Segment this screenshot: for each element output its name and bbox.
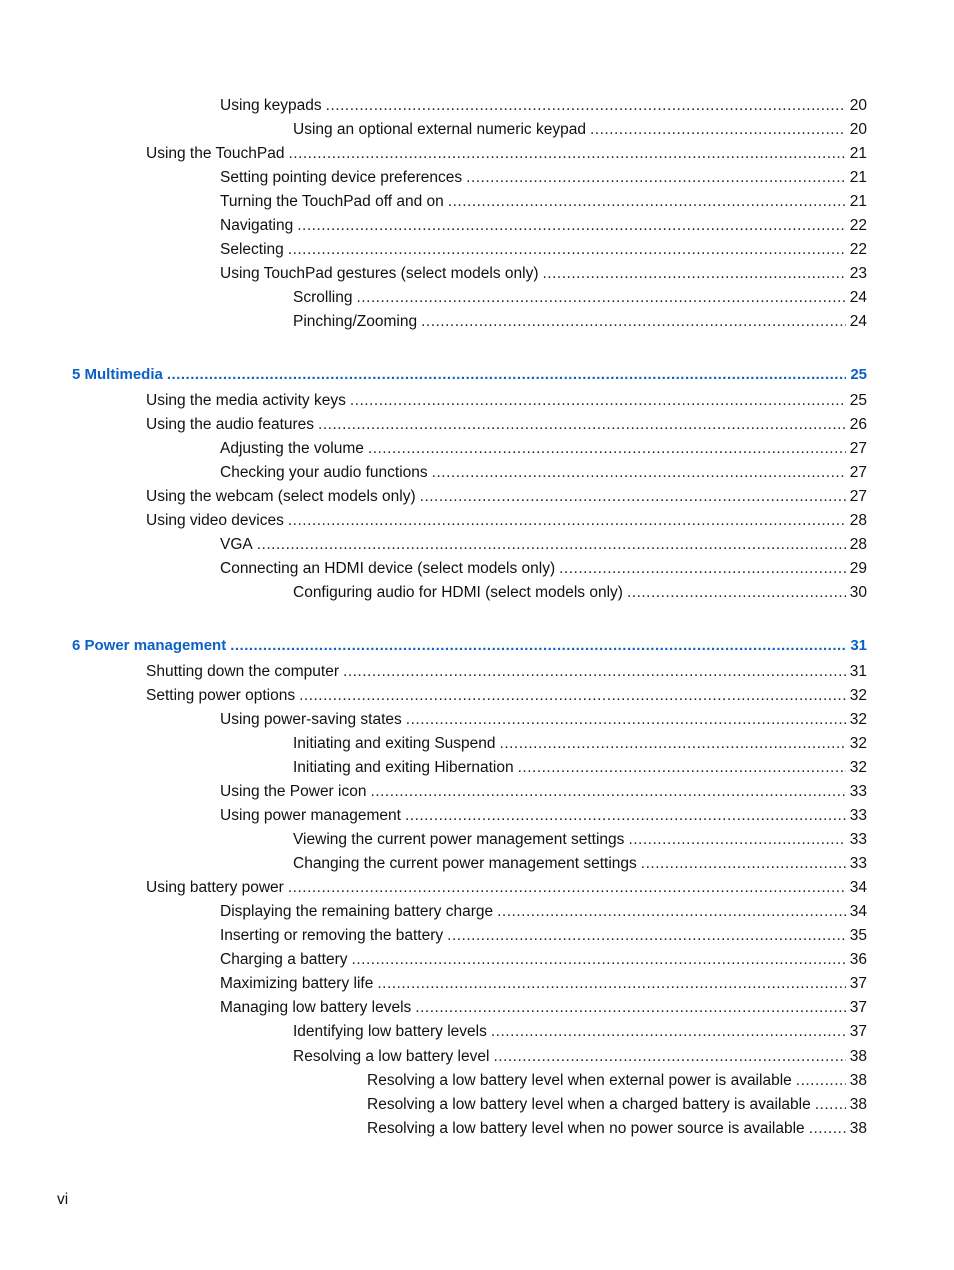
toc-entry-title: Initiating and exiting Hibernation (293, 759, 514, 776)
dot-leader (288, 510, 846, 532)
dot-leader (421, 311, 846, 333)
dot-leader (257, 534, 846, 556)
toc-entry-page: 30 (849, 584, 867, 601)
toc-entry-page: 29 (849, 560, 867, 577)
dot-leader (326, 95, 846, 117)
toc-entry-page: 38 (849, 1096, 867, 1113)
toc-entry-page: 34 (849, 903, 867, 920)
toc-entry-title: Adjusting the volume (220, 440, 364, 457)
toc-entry-page: 22 (849, 241, 867, 258)
toc-entry-title: Displaying the remaining battery charge (220, 903, 494, 920)
toc-entry-page: 32 (849, 735, 867, 752)
toc-entry-title: Charging a battery (220, 951, 348, 968)
toc-entry-page: 28 (849, 512, 867, 529)
toc-entry[interactable] (220, 901, 867, 923)
toc-entry-page: 34 (849, 879, 867, 896)
toc-entry-title: Checking your audio functions (220, 464, 428, 481)
dot-leader (559, 558, 846, 580)
toc-entry[interactable] (220, 462, 867, 484)
toc-entry[interactable] (220, 925, 867, 947)
toc-entry[interactable] (293, 757, 867, 779)
toc-entry[interactable] (293, 829, 867, 851)
dot-leader (448, 191, 846, 213)
toc-entry-title: Resolving a low battery level (293, 1048, 490, 1065)
dot-leader (288, 877, 846, 899)
page-number: vi (57, 1191, 69, 1208)
dot-leader (518, 757, 846, 779)
dot-leader (466, 167, 846, 189)
toc-entry[interactable] (146, 390, 867, 412)
dot-leader (299, 685, 846, 707)
dot-leader (641, 853, 846, 875)
toc-entry[interactable] (220, 534, 867, 556)
toc-entry-page: 32 (849, 711, 867, 728)
toc-entry-title: Maximizing battery life (220, 975, 374, 992)
dot-leader (297, 215, 846, 237)
toc-entry-title: Changing the current power management settings (293, 855, 637, 872)
toc-entry-page: 20 (849, 121, 867, 138)
toc-entry[interactable] (146, 143, 867, 165)
toc-entry[interactable] (293, 733, 867, 755)
toc-entry[interactable] (293, 582, 867, 604)
dot-leader (628, 829, 845, 851)
dot-leader (350, 390, 846, 412)
toc-entry[interactable] (220, 973, 867, 995)
toc-entry-title: Connecting an HDMI device (select models only) (220, 560, 556, 577)
toc-entry[interactable] (293, 311, 867, 333)
toc-entry-page: 22 (849, 217, 867, 234)
dot-leader (288, 239, 846, 261)
toc-entry[interactable] (220, 558, 867, 580)
toc-entry-title: Selecting (220, 241, 284, 258)
toc-entry-title: Using power-saving states (220, 711, 402, 728)
dot-leader (405, 805, 846, 827)
toc-entry-page: 25 (849, 392, 867, 409)
toc-entry-page: 38 (849, 1120, 867, 1137)
toc-entry[interactable] (220, 709, 867, 731)
toc-entry-title: Using battery power (146, 879, 284, 896)
toc-entry-page: 33 (849, 831, 867, 848)
toc-entry-page: 21 (849, 193, 867, 210)
toc-entry-page: 35 (849, 927, 867, 944)
dot-leader (318, 414, 846, 436)
dot-leader (491, 1021, 846, 1043)
toc-entry-page: 27 (849, 464, 867, 481)
dot-leader (493, 1046, 845, 1068)
dot-leader (352, 949, 846, 971)
toc-entry-page: 36 (849, 951, 867, 968)
toc-chapter-multimedia[interactable] (72, 364, 867, 386)
toc-entry-page: 32 (849, 687, 867, 704)
toc-entry-page: 26 (849, 416, 867, 433)
toc-entry-title: Identifying low battery levels (293, 1023, 487, 1040)
toc-entry-title: Using TouchPad gestures (select models only) (220, 265, 539, 282)
toc-entry[interactable] (293, 853, 867, 875)
toc-entry-page: 38 (849, 1048, 867, 1065)
toc-entry-title: Resolving a low battery level when no power source is available (367, 1120, 805, 1137)
dot-leader (420, 486, 846, 508)
toc-entry[interactable] (220, 95, 867, 117)
dot-leader (370, 781, 845, 803)
toc-entry[interactable] (146, 414, 867, 436)
toc-entry-title: Viewing the current power management settings (293, 831, 625, 848)
toc-entry[interactable] (220, 215, 867, 237)
toc-entry[interactable] (146, 661, 867, 683)
toc-entry-title: Setting power options (146, 687, 296, 704)
toc-entry-title: Scrolling (293, 289, 353, 306)
toc-entry[interactable] (220, 191, 867, 213)
toc-entry-title: Using the webcam (select models only) (146, 488, 416, 505)
toc-entry-title: 5 Multimedia (72, 366, 163, 383)
toc-entry[interactable] (220, 997, 867, 1019)
toc-entry-title: Resolving a low battery level when external power is available (367, 1072, 792, 1089)
toc-entry-page: 25 (850, 366, 867, 383)
toc-entry-title: Navigating (220, 217, 294, 234)
toc-entry-page: 33 (849, 783, 867, 800)
toc-entry-page: 37 (849, 1023, 867, 1040)
dot-leader (815, 1094, 846, 1116)
dot-leader (447, 925, 846, 947)
toc-entry-title: Setting pointing device preferences (220, 169, 463, 186)
dot-leader (167, 364, 846, 386)
toc-entry-title: VGA (220, 536, 253, 553)
toc-entry-title: Configuring audio for HDMI (select models only) (293, 584, 623, 601)
toc-entry-title: Using an optional external numeric keypad (293, 121, 586, 138)
toc-entry[interactable] (293, 1021, 867, 1043)
toc-entry[interactable] (367, 1118, 867, 1140)
toc-entry[interactable] (146, 510, 867, 532)
toc-entry-page: 27 (849, 440, 867, 457)
dot-leader (500, 733, 846, 755)
toc-entry-title: Using the TouchPad (146, 145, 285, 162)
toc-entry-title: Using the audio features (146, 416, 315, 433)
dot-leader (368, 438, 846, 460)
dot-leader (343, 661, 846, 683)
dot-leader (377, 973, 845, 995)
toc-entry-title: Pinching/Zooming (293, 313, 418, 330)
toc-entry[interactable] (220, 949, 867, 971)
toc-chapter-power-management[interactable] (72, 635, 867, 657)
toc-entry-title: Using keypads (220, 97, 322, 114)
toc-entry[interactable] (220, 438, 867, 460)
toc-entry-page: 24 (849, 289, 867, 306)
toc-entry-page: 37 (849, 999, 867, 1016)
dot-leader (809, 1118, 846, 1140)
toc-entry-page: 21 (849, 169, 867, 186)
toc-entry-page: 33 (849, 855, 867, 872)
toc-entry-page: 20 (849, 97, 867, 114)
toc-entry[interactable] (367, 1070, 867, 1092)
toc-entry-page: 38 (849, 1072, 867, 1089)
toc-entry-title: Resolving a low battery level when a charged battery is available (367, 1096, 811, 1113)
toc-entry[interactable] (146, 486, 867, 508)
toc-entry[interactable] (146, 685, 867, 707)
dot-leader (432, 462, 846, 484)
toc-entry[interactable] (146, 877, 867, 899)
toc-entry[interactable] (293, 119, 867, 141)
toc-entry[interactable] (293, 1046, 867, 1068)
toc-entry-title: Using video devices (146, 512, 284, 529)
toc-entry-page: 23 (849, 265, 867, 282)
toc-entry-page: 31 (849, 663, 867, 680)
toc-entry[interactable] (220, 805, 867, 827)
dot-leader (590, 119, 846, 141)
toc-entry-page: 21 (849, 145, 867, 162)
toc-entry-page: 28 (849, 536, 867, 553)
toc-entry-title: Managing low battery levels (220, 999, 412, 1016)
toc-entry-page: 31 (850, 637, 867, 654)
dot-leader (497, 901, 846, 923)
toc-entry-page: 24 (849, 313, 867, 330)
toc-entry-title: Inserting or removing the battery (220, 927, 444, 944)
dot-leader (406, 709, 846, 731)
dot-leader (542, 263, 845, 285)
toc-entry-page: 32 (849, 759, 867, 776)
dot-leader (796, 1070, 846, 1092)
dot-leader (627, 582, 846, 604)
toc-entry-title: Using power management (220, 807, 401, 824)
toc-entry[interactable] (220, 781, 867, 803)
dot-leader (415, 997, 845, 1019)
toc-entry-title: 6 Power management (72, 637, 227, 654)
toc-entry[interactable] (220, 167, 867, 189)
toc-entry[interactable] (293, 287, 867, 309)
toc-entry[interactable] (367, 1094, 867, 1116)
dot-leader (230, 635, 846, 657)
toc-entry-title: Using the Power icon (220, 783, 367, 800)
toc-entry-page: 33 (849, 807, 867, 824)
toc-entry[interactable] (220, 239, 867, 261)
toc-entry[interactable] (220, 263, 867, 285)
toc-entry-page: 37 (849, 975, 867, 992)
toc-entry-title: Shutting down the computer (146, 663, 340, 680)
dot-leader (356, 287, 845, 309)
toc-entry-title: Initiating and exiting Suspend (293, 735, 496, 752)
dot-leader (288, 143, 845, 165)
toc-entry-page: 27 (849, 488, 867, 505)
toc-entry-title: Using the media activity keys (146, 392, 346, 409)
toc-entry-title: Turning the TouchPad off and on (220, 193, 444, 210)
